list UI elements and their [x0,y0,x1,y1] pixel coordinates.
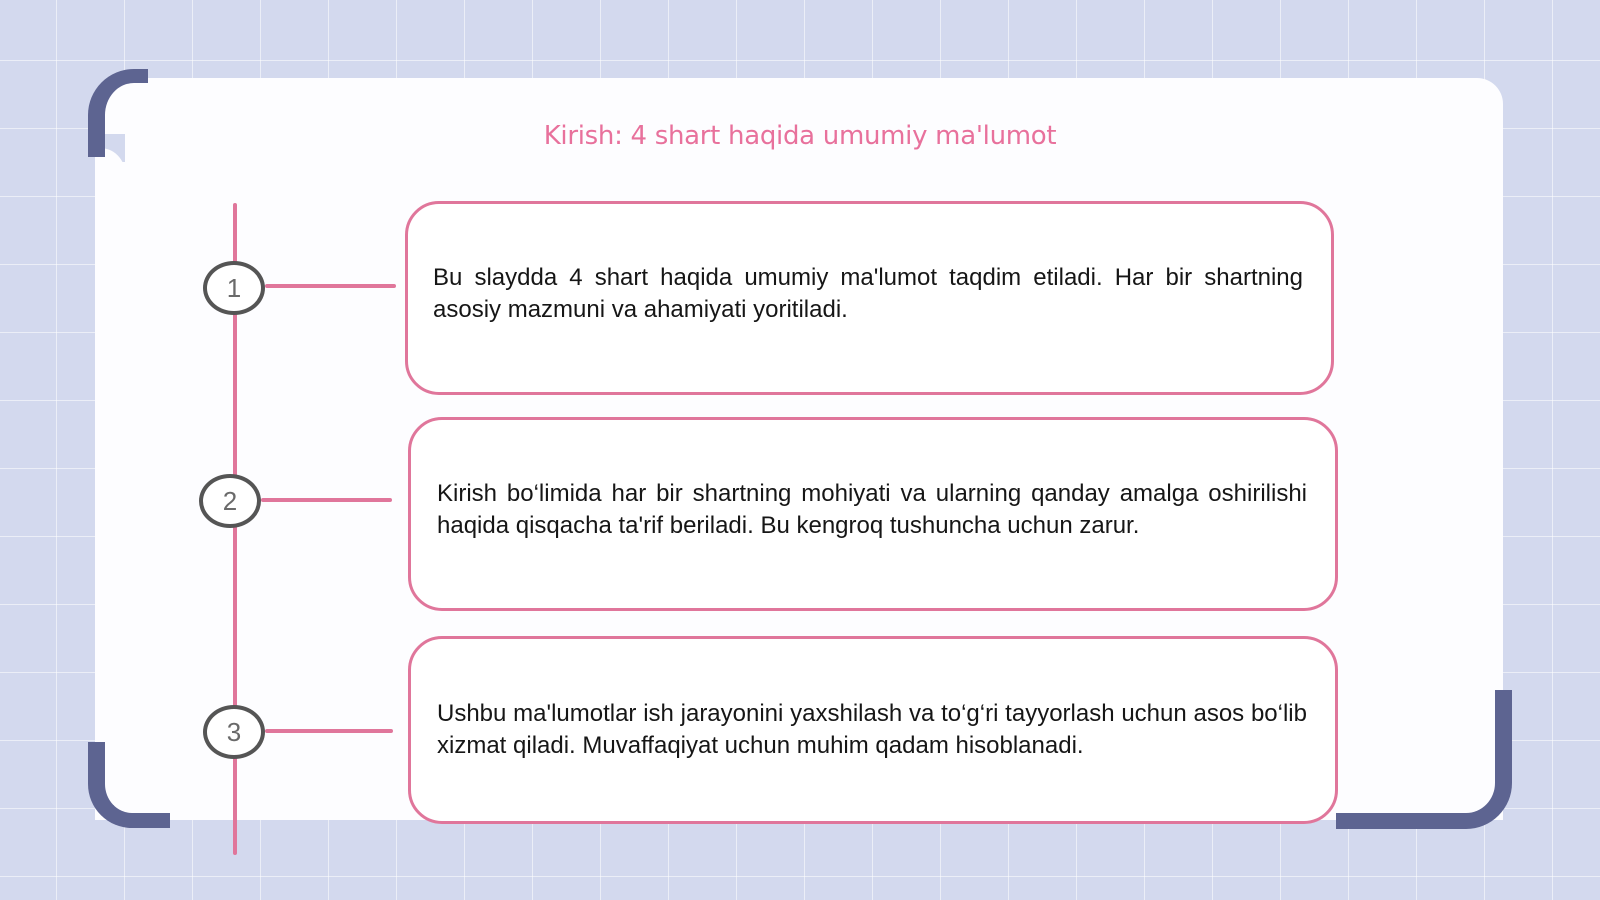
step-text: Bu slaydda 4 shart haqida umumiy ma'lumot taqdim etiladi. Har bir shartning asosiy mazmuni va ahamiyati yoritiladi. [433,264,1303,323]
step-text-box [408,417,1338,611]
step-text-box [408,636,1338,824]
step-number: 3 [226,716,242,747]
step-number-circle [203,705,265,759]
step-number-circle [199,474,261,528]
step-connector [265,284,396,288]
slide-title: Kirish: 4 shart haqida umumiy ma'lumot [543,121,1057,151]
step-connector [261,498,392,502]
step-text: Ushbu ma'lumotlar ish jarayonini yaxshilash va to‘g‘ri tayyorlash uchun asos bo‘lib xizmat qiladi. Muvaffaqiyat uchun muhim qadam hisoblanadi. [437,700,1307,759]
step-text: Kirish bo‘limida har bir shartning mohiyati va ularning qanday amalga oshirilishi haqida qisqacha ta'rif beriladi. Bu kengroq tushuncha uchun zarur. [437,480,1307,539]
step-number-circle [203,261,265,315]
step-connector [265,729,393,733]
corner-bracket-bottom-right [1336,690,1512,829]
corner-bracket-bottom-left [88,742,170,828]
step-text-box [405,201,1334,395]
step-number: 2 [222,485,238,516]
step-number: 1 [226,272,242,303]
corner-bracket-top-left [88,69,148,157]
